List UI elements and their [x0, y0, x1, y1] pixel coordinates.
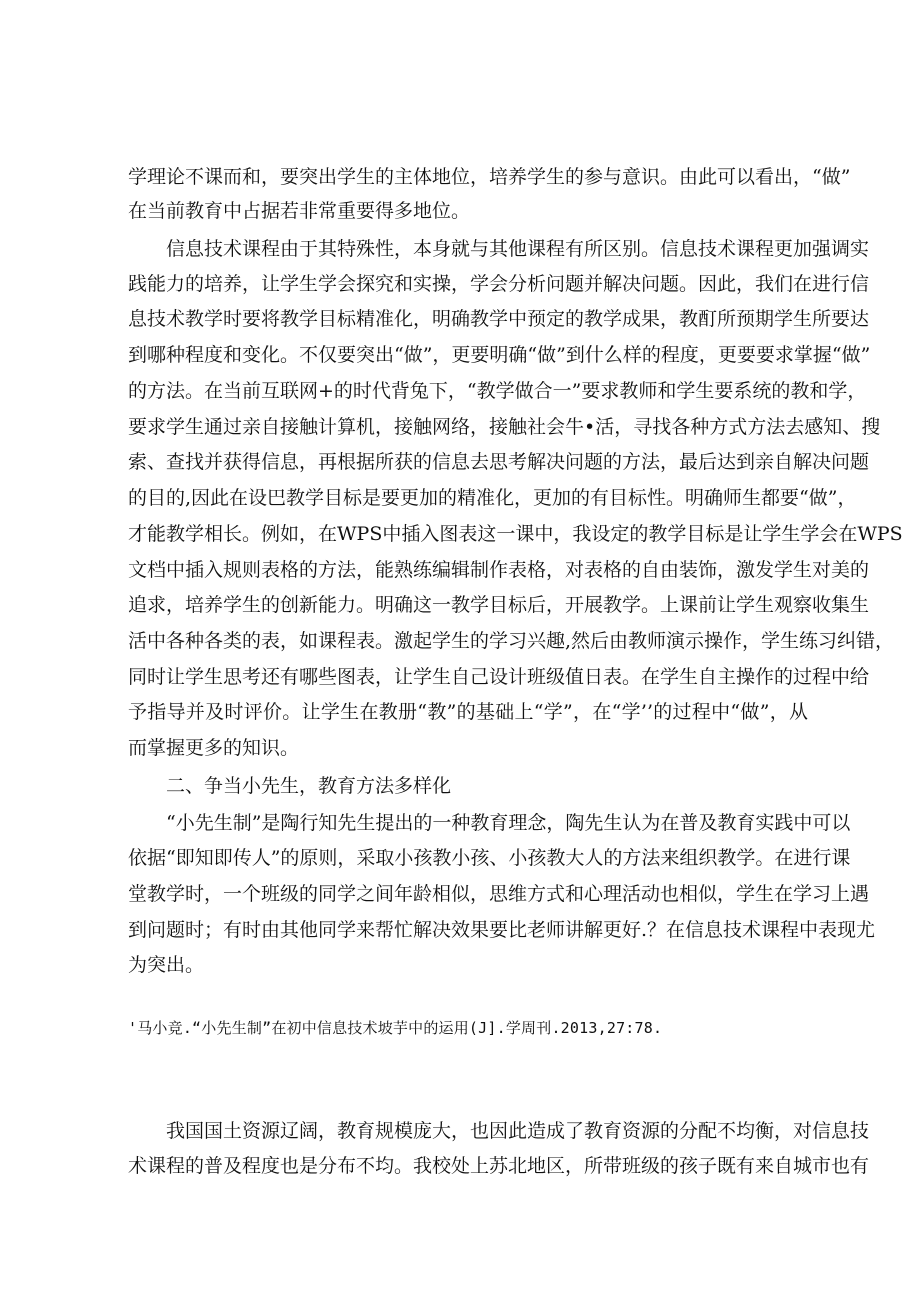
paragraph-2-line-7: 索、查找并获得信息，再根据所获的信息去思考解决问题的方法，最后达到亲自解决问题: [128, 451, 870, 473]
paragraph-2-line-3: 息技术教学时要将教学目标精准化，明确教学中预定的教学成果，教酊所预期学生所要达: [128, 308, 870, 330]
paragraph-2-line-6: 要求学生通过亲自接触计算机，接触网络，接触社会牛•活，寻找各种方式方法去感知、搜: [128, 416, 881, 438]
paragraph-2-line-12: 活中各种各类的表，如课程表。激起学生的学习兴趣,然后由教师演示操作，学生练习纠错，: [128, 630, 895, 652]
paragraph-3-line-1: “小先生制”是陶行知先生提出的一种教育理念，陶先生认为在普及教育实践中可以: [166, 812, 851, 834]
paragraph-3-line-5: 为突出。: [128, 954, 205, 976]
paragraph-2-line-10: 文档中插入规则表格的方法，能熟练编辑制作表格，对表格的自由装饰，激发学生对美的: [128, 559, 870, 581]
paragraph-2-line-1: 信息技术课程由于其特殊性，本身就与其他课程有所区别。信息技术课程更加强调实: [166, 238, 870, 260]
section-heading: 二、争当小先生，教育方法多样化: [166, 775, 452, 797]
paragraph-1-line-1: 学理论不课而和，要突出学生的主体地位，培养学生的参与意识。由此可以看出，“做”: [128, 166, 851, 188]
paragraph-2-line-13: 同时让学生思考还有哪些图表，让学生自己设计班级值日表。在学生自主操作的过程中给: [128, 666, 870, 688]
paragraph-2-line-15: 而掌握更多的知识。: [128, 737, 300, 759]
paragraph-3-line-3: 堂教学时，一个班级的同学之间年龄相似，思维方式和心理活动也相似，学生在学习上遇: [128, 883, 870, 905]
footnote: '马小竞.“小先生制”在初中信息技术坡芋中的运用(J].学周刊.2013,27:78.: [128, 1019, 663, 1037]
paragraph-4-line-2: 术课程的普及程度也是分布不均。我校处上苏北地区，所带班级的孩子既有来自城市也有: [128, 1155, 870, 1177]
paragraph-2-line-5: 的方法。在当前互联网+的时代背兔下，“教学做合一”要求教师和学生要系统的教和学，: [128, 380, 867, 402]
paragraph-2-line-11: 追求，培养学生的创新能力。明确这一教学目标后，开展教学。上课前让学生观察收集生: [128, 594, 870, 616]
paragraph-2-line-8: 的目的,因此在设巴教学目标是要更加的精准化，更加的有目标性。明确师生都要“做”，: [128, 487, 857, 509]
paragraph-1-line-2: 在当前教育中占据若非常重要得多地位。: [128, 200, 471, 222]
paragraph-2-line-9: 才能教学相长。例如，在WPS中插入图表这一课中，我设定的教学目标是让学生学会在WPS: [128, 523, 903, 545]
paragraph-2-line-4: 到哪种程度和变化。不仅要突出“做”，更要明确“做”到什么样的程度，更要要求掌握“做”: [128, 344, 871, 366]
paragraph-2-line-14: 予指导并及时评价。让学生在教册“教”的基础上“学”，在“学’’的过程中“做”，从: [128, 701, 808, 723]
paragraph-2-line-2: 践能力的培养，让学生学会探究和实操，学会分析问题并解决问题。因此，我们在进行信: [128, 273, 870, 295]
paragraph-3-line-4: 到问题时；有时由其他同学来帮忙解决效果要比老师讲解更好.？在信息技术课程中表现尤: [128, 919, 876, 941]
paragraph-4-line-1: 我国国土资源辽阔，教育规模庞大，也因此造成了教育资源的分配不均衡，对信息技: [166, 1120, 870, 1142]
paragraph-3-line-2: 依据“即知即传人”的原则，采取小孩教小孩、小孩教大人的方法来组织教学。在进行课: [128, 847, 851, 869]
